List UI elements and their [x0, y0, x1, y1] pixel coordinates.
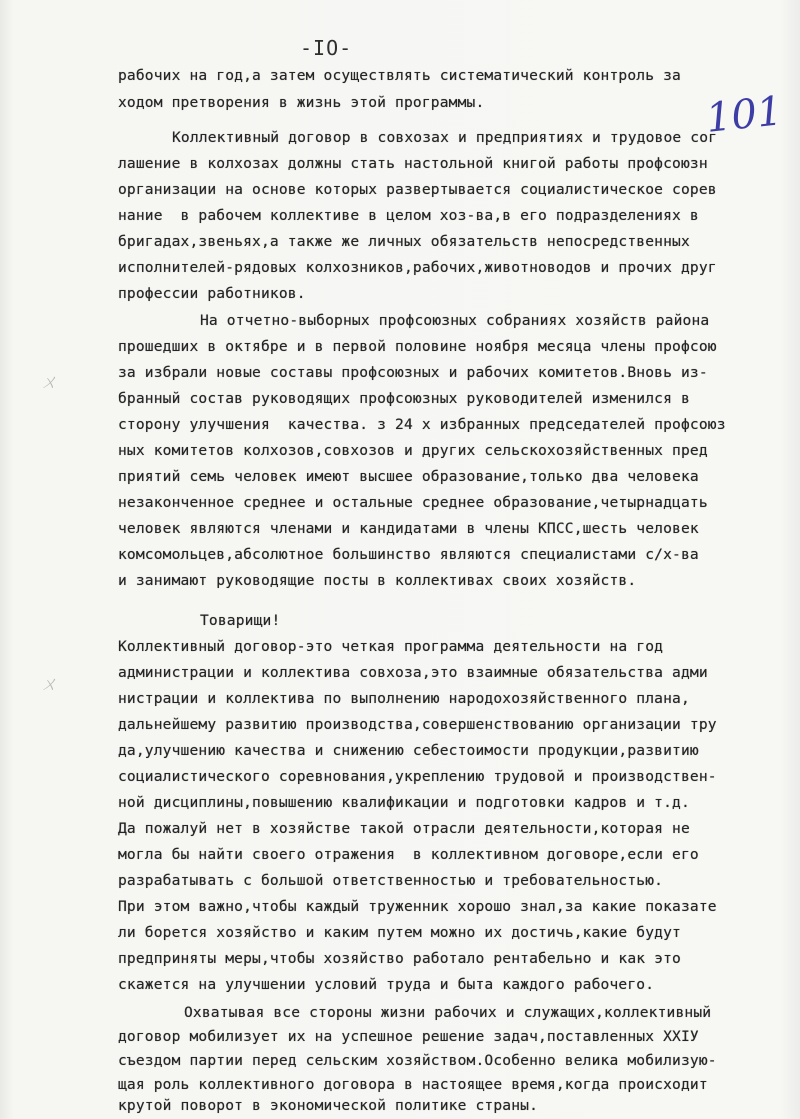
section-heading: Товарищи!	[200, 612, 281, 629]
text-line: Охватывая все стороны жизни рабочих и служащих,коллективный	[184, 1004, 712, 1021]
text-line: сторону улучшения качества. з 24 х избранных председателей профсоюз	[118, 416, 726, 433]
text-line: съездом партии перед сельским хозяйством.Особенно велика мобилизую-	[118, 1052, 717, 1069]
margin-mark: ㄨ	[40, 674, 58, 695]
text-line: приятий семь человек имеют высшее образование,только два человека	[118, 468, 699, 485]
text-line: и занимают руководящие посты в коллективах своих хозяйств.	[118, 572, 637, 589]
page-number: -IO-	[300, 36, 353, 60]
text-line: Да пожалуй нет в хозяйстве такой отрасли деятельности,которая не	[118, 820, 690, 837]
text-line: щая роль коллективного договора в настоящее время,когда происходит	[118, 1076, 708, 1093]
text-line: Коллективный договор в совхозах и предприятиях и трудовое сог	[172, 129, 718, 146]
text-line: При этом важно,чтобы каждый труженник хорошо знал,за какие показате	[118, 898, 717, 915]
text-line: профессии работников.	[118, 285, 306, 302]
text-line: могла бы найти своего отражения в коллективном договоре,если его	[118, 846, 699, 863]
text-line: Коллективный договор-это четкая программа деятельности на год	[118, 638, 664, 655]
text-line: ных комитетов колхозов,совхозов и других сельскохозяйственных пред	[118, 442, 708, 459]
text-line: незаконченное среднее и остальные среднее образование,четырнадцать	[118, 494, 708, 511]
text-line: ной дисциплины,повышению квалификации и подготовки кадров и т.д.	[118, 794, 690, 811]
text-line: бранный состав руководящих профсоюзных руководителей изменился в	[118, 390, 690, 407]
text-line: лашение в колхозах должны стать настольной книгой работы профсоюзн	[118, 155, 708, 172]
text-line: ли борется хозяйство и каким путем можно их достичь,какие будут	[118, 924, 681, 941]
text-line: социалистического соревнования,укреплению трудовой и производствен-	[118, 768, 717, 785]
text-line: рабочих на год,а затем осуществлять систематический контроль за	[118, 67, 681, 84]
text-line: бригадах,звеньях,а также же личных обязательств непосредственных	[118, 233, 690, 250]
text-line: предприняты меры,чтобы хозяйство работало рентабельно и как это	[118, 950, 681, 967]
text-line: да,улучшению качества и снижению себестоимости продукции,развитию	[118, 742, 699, 759]
text-line: комсомольцев,абсолютное большинство являются специалистами с/х-ва	[118, 546, 699, 563]
margin-mark: ㄨ	[40, 372, 58, 393]
text-line: скажется на улучшении условий труда и быта каждого рабочего.	[118, 976, 655, 993]
text-line: ходом претворения в жизнь этой программы.	[118, 94, 485, 111]
text-line: исполнителей-рядовых колхозников,рабочих,животноводов и прочих друг	[118, 259, 717, 276]
text-line: крутой поворот в экономической политике страны.	[118, 1097, 539, 1114]
text-line: за избрали новые составы профсоюзных и рабочих комитетов.Вновь из-	[118, 364, 708, 381]
text-line: организации на основе которых развертывается социалистическое сорев	[118, 181, 717, 198]
text-line: администрации и коллектива совхоза,это взаимные обязательства адми	[118, 664, 708, 681]
text-line: прошедших в октябре и в первой половине ноября месяца члены профсою	[118, 338, 717, 355]
text-line: нание в рабочем коллективе в целом хоз-ва,в его подразделениях в	[118, 207, 699, 224]
text-line: разрабатывать с большой ответственностью и требовательностью.	[118, 872, 664, 889]
handwritten-page-number: 101	[703, 88, 785, 142]
text-line: нистрации и коллектива по выполнению народохозяйственного плана,	[118, 690, 690, 707]
text-line: договор мобилизует их на успешное решение задач,поставленных XXIУ	[118, 1028, 699, 1045]
text-line: дальнейшему развитию производства,совершенствованию организации тру	[118, 716, 717, 733]
text-line: На отчетно-выборных профсоюзных собраниях хозяйств района	[200, 312, 710, 329]
text-line: человек являются членами и кандидатами в члены КПСС,шесть человек	[118, 520, 699, 537]
